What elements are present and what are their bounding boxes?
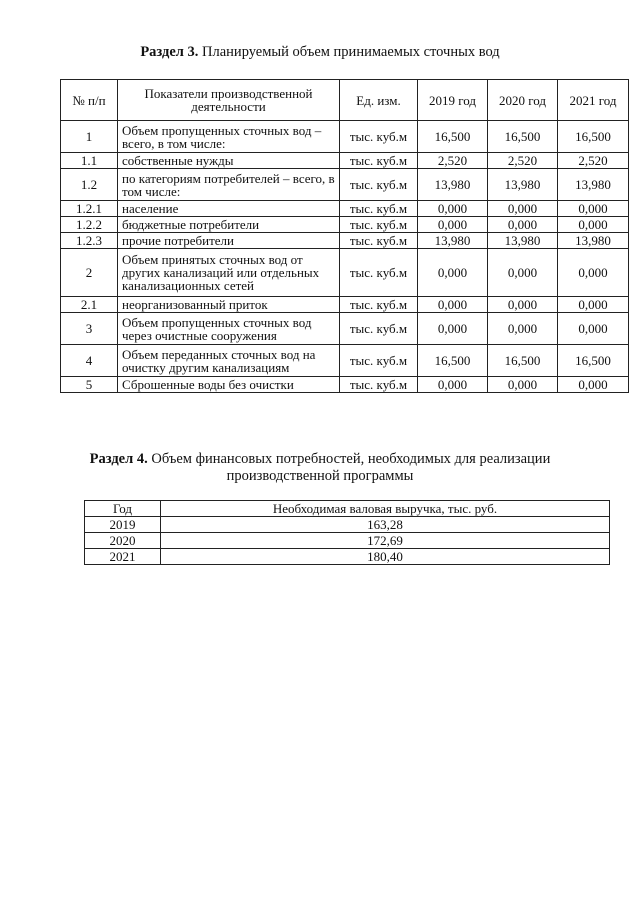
row-num: 3 [61,313,118,345]
row-year: 2019 [85,517,161,533]
row-unit: тыс. куб.м [340,313,418,345]
table-row [61,345,629,377]
row-unit: тыс. куб.м [340,345,418,377]
row-value-2020: 13,980 [488,169,558,201]
row-num: 2 [61,249,118,297]
table-row [85,549,610,565]
row-value-2019: 2,520 [418,153,488,169]
row-indicator: население [118,201,340,217]
row-value-2021: 0,000 [558,313,629,345]
row-value-2020: 13,980 [488,233,558,249]
row-value-2019: 0,000 [418,217,488,233]
row-value-2020: 0,000 [488,297,558,313]
header-indicator: Показатели производственной деятельности [118,80,340,121]
table-row [61,217,629,233]
row-value-2021: 0,000 [558,201,629,217]
row-unit: тыс. куб.м [340,249,418,297]
header-revenue: Необходимая валовая выручка, тыс. руб. [161,501,610,517]
header-year: Год [85,501,161,517]
table-row [61,377,629,393]
section3-title [0,44,640,61]
row-value-2020: 0,000 [488,201,558,217]
table-row [61,153,629,169]
table-row [61,201,629,217]
header-2021: 2021 год [558,80,629,121]
row-value-2020: 16,500 [488,121,558,153]
row-unit: тыс. куб.м [340,201,418,217]
row-value-2020: 0,000 [488,249,558,297]
row-num: 1.2.3 [61,233,118,249]
section3-header-row [61,80,629,121]
section4-title-prefix: Раздел 4. [89,451,148,467]
row-num: 1.1 [61,153,118,169]
row-value-2021: 16,500 [558,121,629,153]
row-value-2021: 0,000 [558,377,629,393]
row-num: 1.2 [61,169,118,201]
row-value-2021: 16,500 [558,345,629,377]
row-num: 1.2.1 [61,201,118,217]
row-value-2019: 0,000 [418,297,488,313]
row-revenue: 172,69 [161,533,610,549]
row-num: 2.1 [61,297,118,313]
section3-title-prefix: Раздел 3. [140,44,199,60]
row-unit: тыс. куб.м [340,297,418,313]
row-value-2021: 0,000 [558,249,629,297]
table-row [61,233,629,249]
table-row [85,517,610,533]
row-value-2019: 13,980 [418,169,488,201]
row-num: 1 [61,121,118,153]
row-indicator: неорганизованный приток [118,297,340,313]
table-row [61,169,629,201]
table-row [85,533,610,549]
row-value-2021: 0,000 [558,217,629,233]
row-year: 2020 [85,533,161,549]
row-num: 4 [61,345,118,377]
row-indicator: Объем пропущенных сточных вод через очистные сооружения [118,313,340,345]
row-value-2021: 13,980 [558,169,629,201]
section4-header-row [85,501,610,517]
section4-title-text: Объем финансовых потребностей, необходимых для реализации производственной программы [147,451,551,484]
row-indicator: Сброшенные воды без очистки [118,377,340,393]
row-unit: тыс. куб.м [340,153,418,169]
row-value-2021: 2,520 [558,153,629,169]
row-value-2019: 16,500 [418,121,488,153]
section4-title [40,451,600,485]
row-value-2019: 0,000 [418,249,488,297]
table-row [61,297,629,313]
section3-table [60,79,629,393]
row-value-2021: 0,000 [558,297,629,313]
row-indicator: Объем переданных сточных вод на очистку другим канализациям [118,345,340,377]
row-value-2019: 0,000 [418,201,488,217]
row-value-2019: 0,000 [418,377,488,393]
row-value-2019: 13,980 [418,233,488,249]
row-value-2021: 13,980 [558,233,629,249]
row-indicator: прочие потребители [118,233,340,249]
row-value-2019: 16,500 [418,345,488,377]
section3-title-text: Планируемый объем принимаемых сточных вод [198,44,500,60]
row-year: 2021 [85,549,161,565]
row-num: 5 [61,377,118,393]
row-unit: тыс. куб.м [340,233,418,249]
row-value-2020: 0,000 [488,217,558,233]
row-value-2020: 0,000 [488,313,558,345]
row-indicator: Объем пропущенных сточных вод – всего, в том числе: [118,121,340,153]
section4-table [84,500,610,565]
row-unit: тыс. куб.м [340,217,418,233]
row-value-2020: 16,500 [488,345,558,377]
row-value-2019: 0,000 [418,313,488,345]
row-indicator: по категориям потребителей – всего, в том числе: [118,169,340,201]
row-value-2020: 0,000 [488,377,558,393]
row-indicator: Объем принятых сточных вод от других канализаций или отдельных канализационных сетей [118,249,340,297]
header-2020: 2020 год [488,80,558,121]
table-row [61,249,629,297]
row-indicator: бюджетные потребители [118,217,340,233]
row-indicator: собственные нужды [118,153,340,169]
row-unit: тыс. куб.м [340,377,418,393]
row-value-2020: 2,520 [488,153,558,169]
row-revenue: 180,40 [161,549,610,565]
table-row [61,121,629,153]
row-unit: тыс. куб.м [340,121,418,153]
row-unit: тыс. куб.м [340,169,418,201]
table-row [61,313,629,345]
header-unit: Ед. изм. [340,80,418,121]
row-revenue: 163,28 [161,517,610,533]
row-num: 1.2.2 [61,217,118,233]
header-num: № п/п [61,80,118,121]
header-2019: 2019 год [418,80,488,121]
